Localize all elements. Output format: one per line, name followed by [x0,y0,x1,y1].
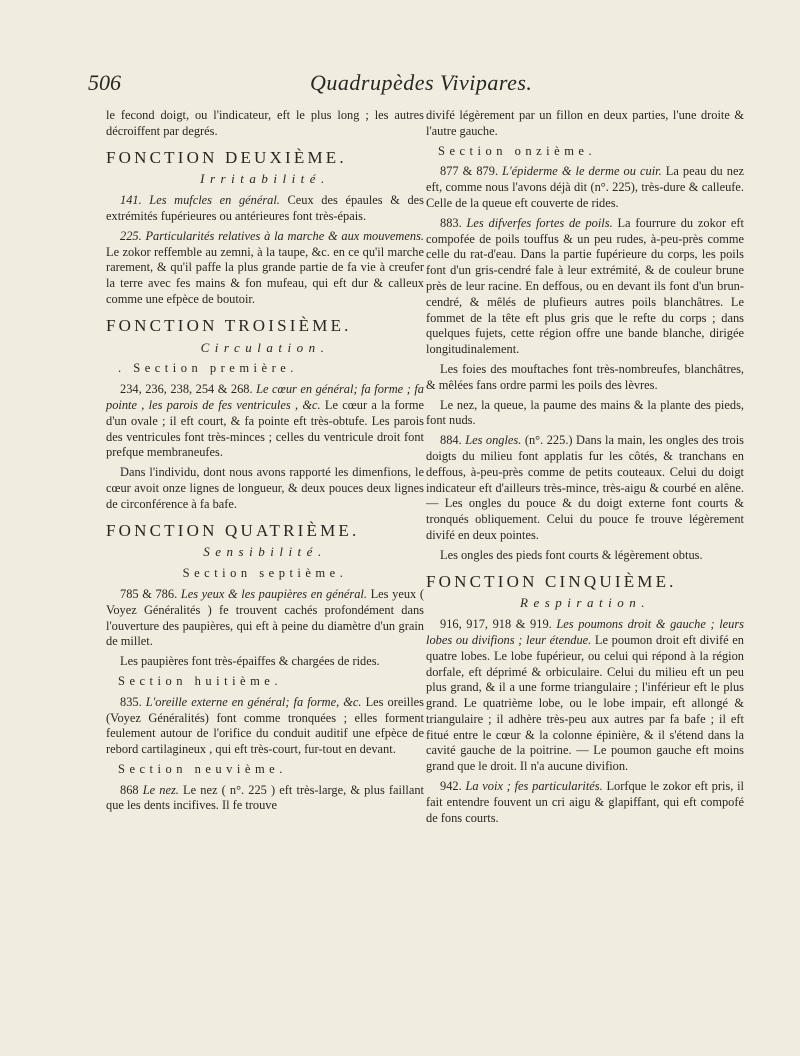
paragraph-141-text: Ceux des épaules & des extrémités fupérieures ou antérieures font très-épais. [106,193,424,223]
paragraph-234 [106,382,424,461]
paragraph-942 [426,779,744,826]
paragraph-884 [426,433,744,544]
paragraph-868-title: Le nez. [142,782,179,797]
paragraph-916 [426,617,744,775]
paragraph-883-numbers: 883. [440,215,467,230]
running-title: Quadrupèdes Vivipares. [310,70,533,95]
paragraph-883-text: La fourrure du zokor eft compofée de poils touffus & un peu rudes, à-peu-près comme celle du rat-d'eau. Dans la partie fupérieure du corps, les poils font d'un gris-cendré fale à leur extrémité, & de couleur brune près de leur racine. En deffous, ou en devant ils font d'un brun-cendré, & mêlés de plufieurs autres poils blanchâtres. Le fommet de la tête eft plus gris que le refte du corps ; dans quelques fujets, cette région offre une bande blanche, dirigée longitudinalement. [426,215,744,357]
paragraph-225 [106,229,424,308]
paragraph-877-numbers: 877 & 879. [440,164,503,179]
paragraph-continued: divifé légèrement par un fillon en deux parties, l'une droite & l'autre gauche. [426,108,744,138]
heading-fonction-quatrieme: FONCTION QUATRIÈME. [106,520,360,540]
paragraph-ongles-pieds: Les ongles des pieds font courts & légèrement obtus. [440,547,703,562]
paragraph-835 [106,695,424,758]
heading-section-huitieme: Section huitième. [118,673,282,688]
paragraph-883 [426,216,744,358]
paragraph-141 [106,193,424,225]
heading-section-onzieme: Section onzième. [438,143,597,158]
paragraph-234-text: Le cœur a la forme d'un ovale ; il eft court, & fa pointe eft très-obtufe. Les parois des ventricules font très-minces ; celles du ventricule droit font prefque membraneufes. [106,397,424,460]
paragraph-835-numbers: 835. [120,694,146,709]
paragraph-942-numbers: 942. [440,779,466,794]
paragraph-225-text: Le zokor reffemble au zemni, à la taupe, &c. en ce qu'il marche rarement, & qu'il paffe la plus grande partie de fa vie à creufer la terre avec fes mains & fon mufeau, qui eft dur & calleux comme une efpèce de boutoir. [106,244,424,306]
paragraph-785-numbers: 785 & 786. [120,586,181,601]
paragraph-884-text: (n°. 225.) Dans la main, les ongles des trois doigts du milieu font applatis fur les côtés, & tranchans en deffous, à-peu-près comme de petits couteaux. Celui du doigt indicateur eft d'ailleurs très-mince, très-aigu & courbé en alêne. — Les ongles du pouce & du doigt externe font courts & tronqués obliquement. Celui du pouce fe trouve légèrement divifé en deux pointes. [426,433,744,542]
paragraph-moustaches: Les foies des mouftaches font très-nombreufes, blanchâtres, & mêlées fans ordre parmi les poils des lèvres. [426,361,744,392]
left-column [106,108,424,818]
paragraph-942-text: Lorfque le zokor eft pris, il fait entendre fouvent un cri aigu & glapiffant, qui eft compofé de fons courts. [426,779,745,825]
paragraph-paupieres: Les paupières font très-épaiffes & chargées de rides. [120,654,380,669]
paragraph-877 [426,164,744,211]
paragraph-234-numbers: 234, 236, 238, 254 & 268. [120,382,257,397]
subheading-sensibilite: Sensibilité. [203,544,327,560]
heading-section-premiere: . Section première. [118,361,298,376]
paragraph-835-text: Les oreilles (Voyez Généralités) font comme tronquées ; elles forment feulement autour de l'orifice du conduit auditif une efpèce de rebord cartilagineux , qui eft très-court, fur-tout en devant. [106,694,425,757]
page-number: 506 [88,70,121,95]
paragraph-785-title: Les yeux & les paupières en général. [180,586,367,601]
paragraph-916-title: Les poumons droit & gauche ; leurs lobes ou divifions ; leur étendue. [426,617,745,647]
heading-fonction-deuxieme: FONCTION DEUXIÈME. [106,147,347,167]
paragraph-835-title: L'oreille externe en général; fa forme, &c. [145,694,362,709]
paragraph-785-text: Les yeux ( Voyez Généralités ) fe trouvent cachés profondément dans l'ouverture des paupières, qui eft à peine du diamètre d'un grain de millet. [106,586,424,649]
running-head [88,70,728,100]
paragraph-884-numbers: 884. [440,433,466,448]
paragraph-883-title: Les difverfes fortes de poils. [466,215,613,230]
paragraph-916-numbers: 916, 917, 918 & 919. [440,617,557,632]
paragraph-868-text: Le nez ( n°. 225 ) eft très-large, & plus faillant que les dents incifives. Il fe trouve [106,782,425,813]
paragraph-nez-queue: Le nez, la queue, la paume des mains & la plante des pieds, font nuds. [426,397,744,428]
paragraph-intro: le fecond doigt, ou l'indicateur, eft le plus long ; les autres décroiffent par degrés. [106,108,424,138]
paragraph-234-title: Le cœur en général; fa forme ; fa pointe , les parois de fes ventricules , &c. [106,382,424,412]
subheading-irritabilite: Irritabilité. [200,171,330,187]
paragraph-785 [106,587,424,650]
heading-fonction-troisieme: FONCTION TROISIÈME. [106,315,352,335]
heading-section-neuvieme: Section neuvième. [118,761,287,776]
paragraph-225-title: 225. Particularités relatives à la marche & aux mouvemens. [120,228,424,243]
right-column [426,108,744,830]
subheading-circulation: Circulation. [200,339,330,355]
paragraph-dimensions: Dans l'individu, dont nous avons rapporté les dimenfions, le cœur avoit onze lignes de longueur, & deux pouces deux lignes de circonférence à fa bafe. [106,465,424,511]
paragraph-141-title: 141. Les mufcles en général. [120,193,280,208]
paragraph-868 [106,783,424,815]
heading-section-septieme: Section septième. [182,566,348,581]
paragraph-884-title: Les ongles. [465,433,522,448]
paragraph-916-text: Le poumon droit eft divifé en quatre lobes. Le lobe fupérieur, ou celui qui répond à la région dorfale, eft déprimé & orbiculaire. Celui du milieu eft un peu plus grand, & il a une forme triangulaire ; l'inférieur eft le plus grand. Le quatrième lobe, ou le lobe impair, eft allongé & triangulaire ; il adhère très-peu aux autres par fa bafe ; il eft fitué entre le cœur & la colonne épinière, & il s'étend dans la cavité gauche de la poitrine. — Le poumon gauche eft moins grand que le droit. Il n'a aucune divifion. [426,632,745,774]
paragraph-877-title: L'épiderme & le derme ou cuir. [502,164,662,179]
paragraph-868-numbers: 868 [120,782,143,797]
subheading-respiration: Respiration. [520,595,650,611]
paragraph-942-title: La voix ; fes particularités. [465,779,603,794]
paragraph-877-text: La peau du nez eft, comme nous l'avons déjà dit (n°. 225), très-dure & calleufe. Celle de la queue eft couverte de rides. [426,164,745,210]
heading-fonction-cinquieme: FONCTION CINQUIÈME. [426,571,677,591]
